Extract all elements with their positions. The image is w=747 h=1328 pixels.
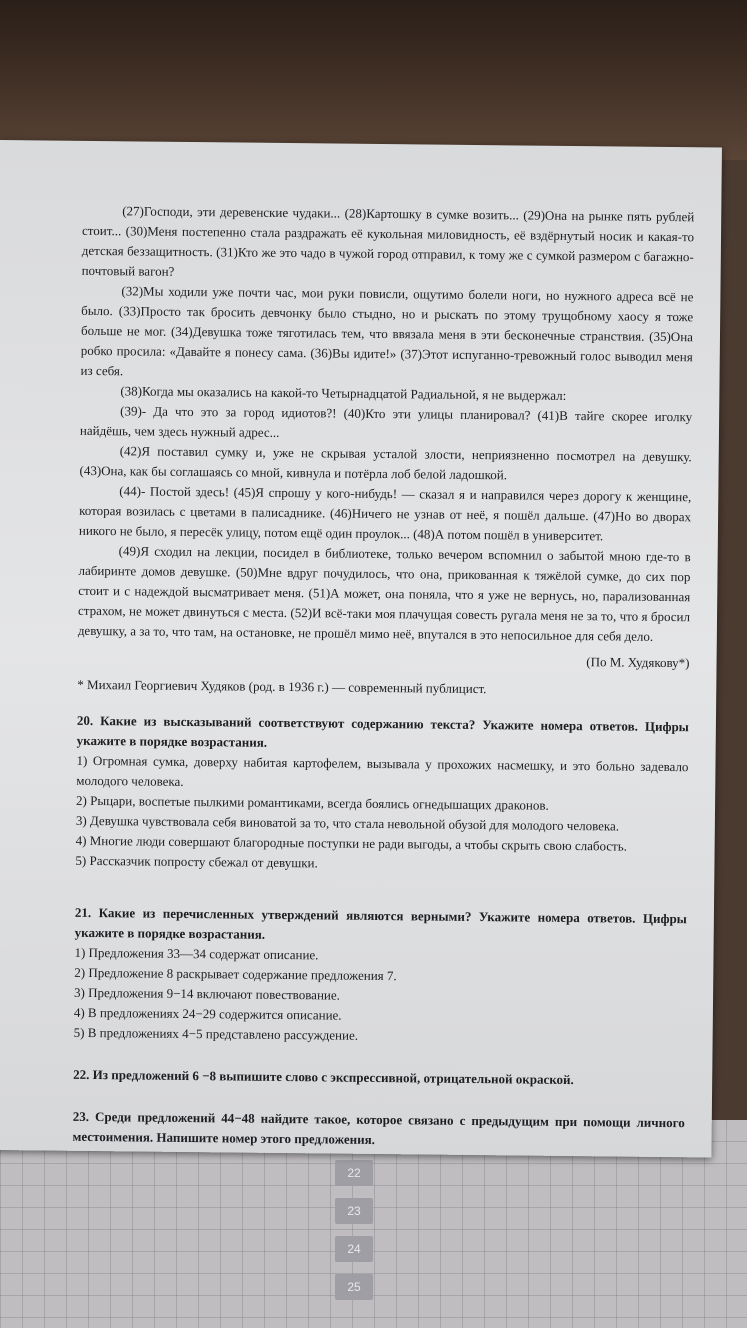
answer-tab-24: 24 [335,1236,373,1262]
paragraph-49: (49)Я сходил на лекции, посидел в библиотеке, только вечером вспомнил о забытой мною где-то в лабиринте домов девушке. (50)Мне вдруг почудилось, что она, прикованная к тяжёлой сумке, до сих пор стоит и с надеждой высматривает меня. (51)А может, она поняла, что я уже не вернусь, но, парализованная страхом, не может двинуться с места. (52)И всё-таки моя плачущая совесть ругала меня не за то, что я бросил девушку, а за то, что там, на остановке, не прошёл мимо неё, впутался в это непосильное для себя дело. [77,543,691,644]
answer-sheet-tabs [335,1160,379,1312]
paragraph-39: (39)- Да что это за город идиотов?! (40)Кто эти улицы планировал? (41)В тайге скорее иголку найдёшь, чем здесь нужный адрес... [79,403,693,440]
paragraph-42: (42)Я поставил сумку и, уже не скрывая усталой злости, неприязненно посмотрел на девушку. (43)Она, как бы соглашаясь со мной, кивнула и потёрла лоб белой ладошкой. [79,443,692,483]
paragraph-44: (44)- Постой здесь! (45)Я спрошу у кого-нибудь! — сказал я и направился через дорогу к женщине, которая возилась с цветами в палисаднике. (46)Ничего не узнав от неё, я пошёл дальше. (47)Но во дворах никого не было, я пересёк улицу, потом ещё один проулок... (48)А потом пошёл в университет. [78,483,692,544]
question-21-option: 2) Предложение 8 раскрывает содержание предложения 7. [74,964,397,984]
paragraph-27: (27)Господи, эти деревенские чудаки... (28)Картошку в сумке возить... (29)Она на рынке пять рублей стоит... (30)Меня постепенно стала раздражать её кукольная миловидность, её вздёрнутый носик и какая-то детская беззащитность. (31)Кто же это чадо в чужой город отправил, к тому же с сумкой размером с багажно-почтовый вагон? [81,203,695,279]
question-21-option: 3) Предложения 9−14 включают повествование. [74,984,341,1003]
answer-tab-22: 22 [335,1160,373,1186]
question-23-heading: 23. Среди предложений 44−48 найдите такое, которое связано с предыдущим при помощи личного местоимения. Напишите номер этого предложения. [72,1108,685,1147]
answer-tab-25: 25 [335,1274,373,1300]
table-background [0,0,747,160]
question-20-option: 3) Девушка чувствовала себя виноватой за то, что стала невольной обузой для молодого человека. [75,812,620,834]
question-21 [74,903,687,1049]
question-20 [75,711,689,877]
exam-sheet [0,140,722,1158]
question-20-option: 4) Многие люди совершают благородные поступки не ради выгоды, а чтобы скрыть свою слабость. [75,832,628,854]
question-22-heading: 22. Из предложений 6 −8 выпишите слово с экспрессивной, отрицательной окраской. [73,1066,574,1088]
question-23 [72,1107,684,1153]
question-20-option: 2) Рыцари, воспетые пылкими романтиками, всегда боялись огнедышащих драконов. [76,792,549,813]
question-20-option: 5) Рассказчик попросту сбежал от девушки. [75,852,318,871]
sheet-content [72,201,694,1153]
question-21-option: 4) В предложениях 24−29 содержится описание. [73,1004,342,1023]
question-21-heading: 21. Какие из перечисленных утверждений являются верными? Укажите номера ответов. Цифры укажите в порядке возрастания. [74,904,687,942]
paragraph-32: (32)Мы ходили уже почти час, мои руки повисли, ощутимо болели ноги, но нужного адреса всё не было. (33)Просто так бросить девчонку было стыдно, но и рыскать по этому трущобному хаосу я тоже больше не мог. (34)Девушка тоже тяготилась тем, что ввязала меня в эти бесконечные странствия. (35)Она робко просила: «Давайте я понесу сама. (36)Вы идите!» (37)Этот испуганно-тревожный голос выводил меня из себя. [80,283,694,379]
question-21-option: 5) В предложениях 4−5 представлено рассуждение. [73,1024,359,1043]
answer-tab-23: 23 [335,1198,373,1224]
question-20-option: 1) Огромная сумка, доверху набитая картофелем, вызывала у прохожих насмешку, и это больно задевало молодого человека. [76,752,689,789]
question-21-option: 1) Предложения 33—34 содержат описание. [74,944,319,963]
question-20-heading: 20. Какие из высказываний соответствуют содержанию текста? Укажите номера ответов. Цифры укажите в порядке возрастания. [76,712,689,750]
author-signature: (По М. Худякову*) [586,654,690,671]
footnote: * Михаил Георгиевич Худяков (род. в 1936 г.) — современный публицист. [77,676,487,697]
paragraph-38: (38)Когда мы оказались на какой-то Четырнадцатой Радиальной, я не выдержал: [120,383,567,403]
